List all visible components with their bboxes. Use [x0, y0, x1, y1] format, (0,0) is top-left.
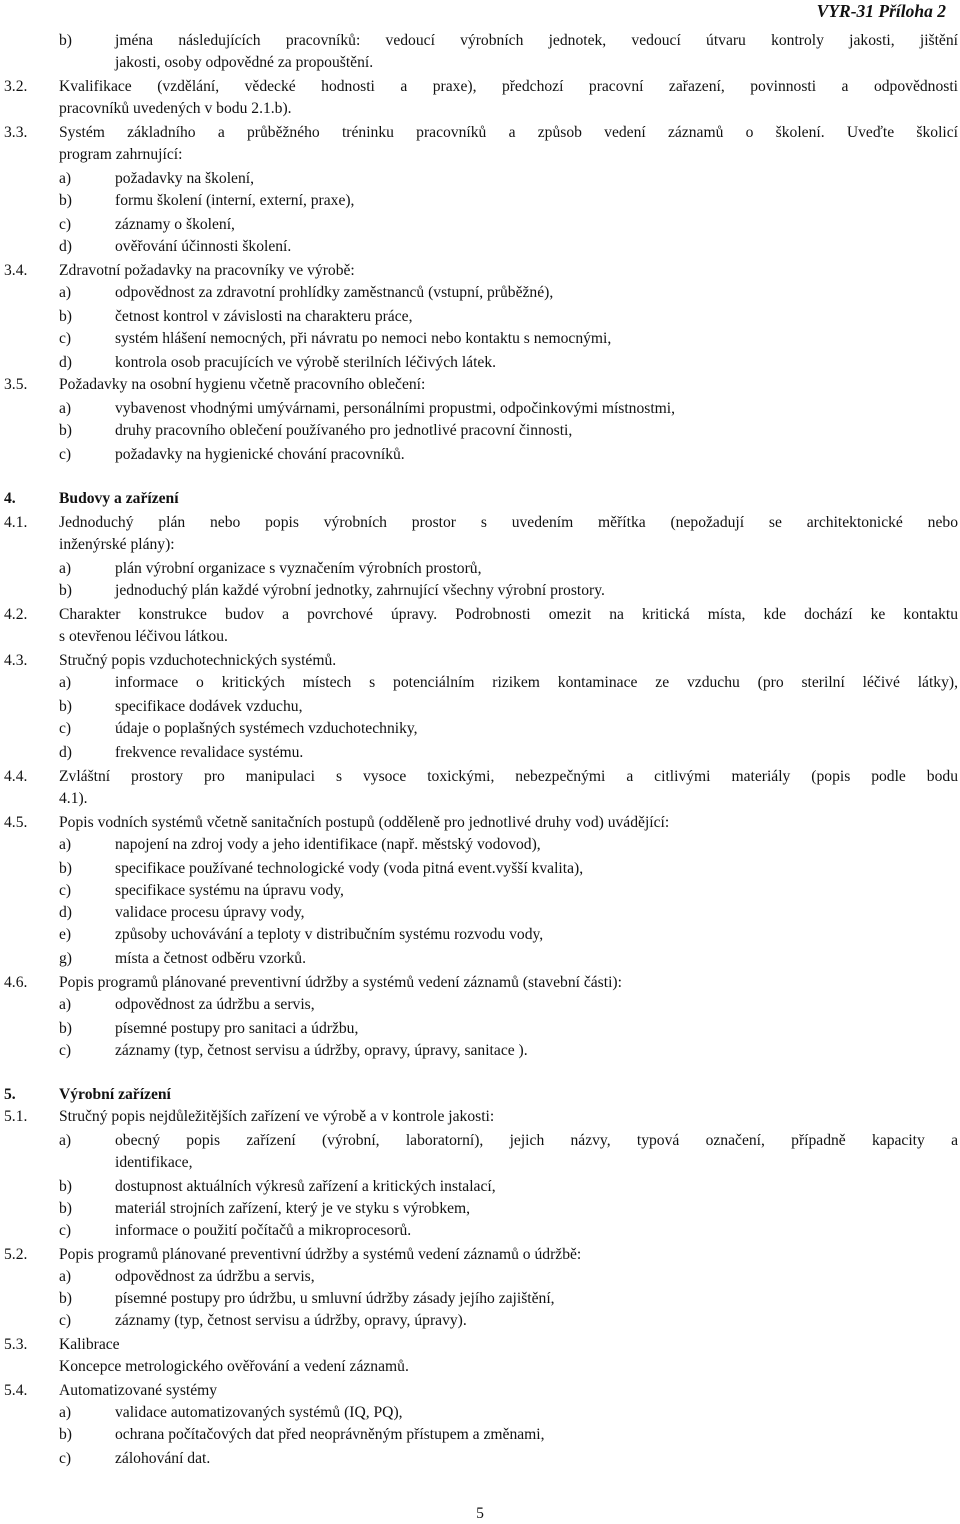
list-item-text: formu školení (interní, externí, praxe), [115, 192, 355, 209]
list-marker: b) [59, 32, 72, 49]
list-item-text: četnost kontrol v závislosti na charakteru práce, [115, 308, 413, 325]
list-item-text: zálohování dat. [115, 1450, 211, 1467]
paragraph-line: Požadavky na osobní hygienu včetně pracovního oblečení: [59, 376, 426, 393]
page-header: VYR-31 Příloha 2 [816, 1, 946, 21]
list-marker: c) [59, 446, 72, 463]
list-marker: b) [59, 192, 72, 209]
paragraph-line: jakosti, osoby odpovědné za propouštění. [115, 54, 374, 71]
paragraph-line: Kvalifikace (vzdělání, vědecké hodnosti a praxe), předchozí pracovní zařazení, povinnosti a odpovědnosti [59, 78, 958, 95]
list-item-text: specifikace systému na úpravu vody, [115, 882, 344, 899]
list-marker: a) [59, 560, 72, 577]
list-marker: b) [59, 422, 72, 439]
paragraph-line: Zdravotní požadavky na pracovníky ve výrobě: [59, 262, 355, 279]
paragraph-line: Stručný popis nejdůležitějších zařízení ve výrobě a v kontrole jakosti: [59, 1108, 495, 1125]
list-marker: a) [59, 836, 72, 853]
list-item-text: údaje o poplašných systémech vzduchotechniky, [115, 720, 418, 737]
paragraph-line: 4.1). [59, 790, 88, 807]
section-number: 4.6. [4, 974, 28, 991]
list-item-text: způsoby uchovávání a teploty v distribučním systému rozvodu vody, [115, 926, 544, 943]
list-marker: b) [59, 582, 72, 599]
list-item-text: záznamy (typ, četnost servisu a údržby, opravy, úpravy). [115, 1312, 467, 1329]
list-marker: b) [59, 698, 72, 715]
section-number: 3.5. [4, 376, 28, 393]
list-item-text: informace o použití počítačů a mikroprocesorů. [115, 1222, 412, 1239]
list-marker: b) [59, 1178, 72, 1195]
paragraph-line: identifikace, [115, 1154, 193, 1171]
list-marker: c) [59, 216, 72, 233]
list-item-text: druhy pracovního oblečení používaného pro jednotlivé pracovní činnosti, [115, 422, 573, 439]
list-item-text: ověřování účinnosti školení. [115, 238, 292, 255]
list-item-text: validace procesu úpravy vody, [115, 904, 305, 921]
section-number: 4.4. [4, 768, 28, 785]
list-marker: c) [59, 330, 72, 347]
list-marker: a) [59, 674, 72, 691]
section-number: 5.3. [4, 1336, 28, 1353]
list-marker: d) [59, 354, 72, 371]
list-item-text: plán výrobní organizace s vyznačením výrobních prostorů, [115, 560, 482, 577]
section-heading: Výrobní zařízení [59, 1086, 171, 1103]
list-item-text: napojení na zdroj vody a jeho identifikace (např. městský vodovod), [115, 836, 541, 853]
paragraph-line: Koncepce metrologického ověřování a vedení záznamů. [59, 1358, 409, 1375]
paragraph-line: Charakter konstrukce budov a povrchové úpravy. Podrobnosti omezit na kritická místa, kde dochází ke kontaktu [59, 606, 958, 623]
list-marker: c) [59, 1042, 72, 1059]
section-number: 4. [4, 490, 16, 507]
list-marker: b) [59, 1426, 72, 1443]
list-item-text: požadavky na hygienické chování pracovníků. [115, 446, 405, 463]
list-item-text: kontrola osob pracujících ve výrobě sterilních léčivých látek. [115, 354, 497, 371]
paragraph-line: Popis vodních systémů včetně sanitačních postupů (odděleně pro jednotlivé druhy vod) uvádějící: [59, 814, 670, 831]
list-item-text: vybavenost vhodnými umývárnami, personálními propustmi, odpočinkovými místnostmi, [115, 400, 676, 417]
list-item-text: záznamy o školení, [115, 216, 235, 233]
list-marker: c) [59, 720, 72, 737]
section-number: 5. [4, 1086, 16, 1103]
section-number: 4.3. [4, 652, 28, 669]
section-heading: Budovy a zařízení [59, 490, 179, 507]
paragraph-line: Stručný popis vzduchotechnických systémů. [59, 652, 337, 669]
paragraph-line: Systém základního a průběžného tréninku pracovníků a způsob vedení záznamů o školení. Uveďte školicí [59, 124, 958, 141]
list-marker: a) [59, 996, 72, 1013]
list-item-text: materiál strojních zařízení, který je ve styku s výrobkem, [115, 1200, 471, 1217]
section-number: 3.4. [4, 262, 28, 279]
list-marker: c) [59, 1222, 72, 1239]
list-item-text: písemné postupy pro sanitaci a údržbu, [115, 1020, 359, 1037]
list-item-text: jména následujících pracovníků: vedoucí výrobních jednotek, vedoucí útvaru kontroly jakosti, jištění [115, 32, 958, 49]
paragraph-line: Jednoduchý plán nebo popis výrobních prostor s uvedením měřítka (nepožadují se architektonické nebo [59, 514, 958, 531]
list-item-text: systém hlášení nemocných, při návratu po nemoci nebo kontaktu s nemocnými, [115, 330, 612, 347]
section-number: 3.2. [4, 78, 28, 95]
list-marker: c) [59, 1312, 72, 1329]
list-item-text: požadavky na školení, [115, 170, 255, 187]
list-marker: d) [59, 744, 72, 761]
list-item-text: specifikace dodávek vzduchu, [115, 698, 303, 715]
list-marker: b) [59, 1290, 72, 1307]
list-marker: a) [59, 1132, 72, 1149]
list-item-text: specifikace používané technologické vody (voda pitná event.vyšší kvalita), [115, 860, 584, 877]
section-number: 4.5. [4, 814, 28, 831]
list-marker: a) [59, 1268, 72, 1285]
list-marker: d) [59, 904, 72, 921]
paragraph-line: program zahrnující: [59, 146, 183, 163]
list-item-text: validace automatizovaných systémů (IQ, PQ), [115, 1404, 403, 1421]
section-number: 5.1. [4, 1108, 28, 1125]
paragraph-line: Popis programů plánované preventivní údržby a systémů vedení záznamů o údržbě: [59, 1246, 582, 1263]
list-marker: b) [59, 308, 72, 325]
paragraph-line: pracovníků uvedených v bodu 2.1.b). [59, 100, 292, 117]
section-number: 4.1. [4, 514, 28, 531]
list-marker: b) [59, 860, 72, 877]
list-item-text: záznamy (typ, četnost servisu a údržby, opravy, úpravy, sanitace ). [115, 1042, 528, 1059]
list-marker: e) [59, 926, 72, 943]
list-marker: a) [59, 284, 72, 301]
section-number: 3.3. [4, 124, 28, 141]
list-item-text: obecný popis zařízení (výrobní, laboratorní), jejich názvy, typová označení, případně kapacity a [115, 1132, 958, 1149]
list-marker: c) [59, 1450, 72, 1467]
list-item-text: ochrana počítačových dat před neoprávněným přístupem a změnami, [115, 1426, 545, 1443]
section-number: 4.2. [4, 606, 28, 623]
section-number: 5.4. [4, 1382, 28, 1399]
list-marker: a) [59, 1404, 72, 1421]
list-item-text: odpovědnost za údržbu a servis, [115, 996, 315, 1013]
list-item-text: písemné postupy pro údržbu, u smluvní údržby zásady jejího zajištění, [115, 1290, 555, 1307]
paragraph-line: Popis programů plánované preventivní údržby a systémů vedení záznamů (stavební části): [59, 974, 622, 991]
paragraph-line: Kalibrace [59, 1336, 120, 1353]
list-item-text: frekvence revalidace systému. [115, 744, 304, 761]
list-marker: a) [59, 170, 72, 187]
paragraph-line: inženýrské plány): [59, 536, 175, 553]
list-item-text: odpovědnost za zdravotní prohlídky zaměstnanců (vstupní, průběžné), [115, 284, 554, 301]
list-marker: a) [59, 400, 72, 417]
paragraph-line: Automatizované systémy [59, 1382, 218, 1399]
list-marker: b) [59, 1020, 72, 1037]
paragraph-line: s otevřenou léčivou látkou. [59, 628, 228, 645]
list-item-text: místa a četnost odběru vzorků. [115, 950, 306, 967]
list-marker: g) [59, 950, 72, 967]
list-item-text: jednoduchý plán každé výrobní jednotky, zahrnující všechny výrobní prostory. [115, 582, 605, 599]
list-item-text: odpovědnost za údržbu a servis, [115, 1268, 315, 1285]
list-marker: b) [59, 1200, 72, 1217]
list-item-text: informace o kritických místech s potenciálním rizikem kontaminace ze vzduchu (pro sterilní léčivé látky), [115, 674, 958, 691]
list-marker: d) [59, 238, 72, 255]
paragraph-line: Zvláštní prostory pro manipulaci s vysoce toxickými, nebezpečnými a citlivými materiály (popis podle bodu [59, 768, 958, 785]
list-marker: c) [59, 882, 72, 899]
list-item-text: dostupnost aktuálních výkresů zařízení a kritických instalací, [115, 1178, 496, 1195]
page-number: 5 [476, 1505, 484, 1522]
section-number: 5.2. [4, 1246, 28, 1263]
